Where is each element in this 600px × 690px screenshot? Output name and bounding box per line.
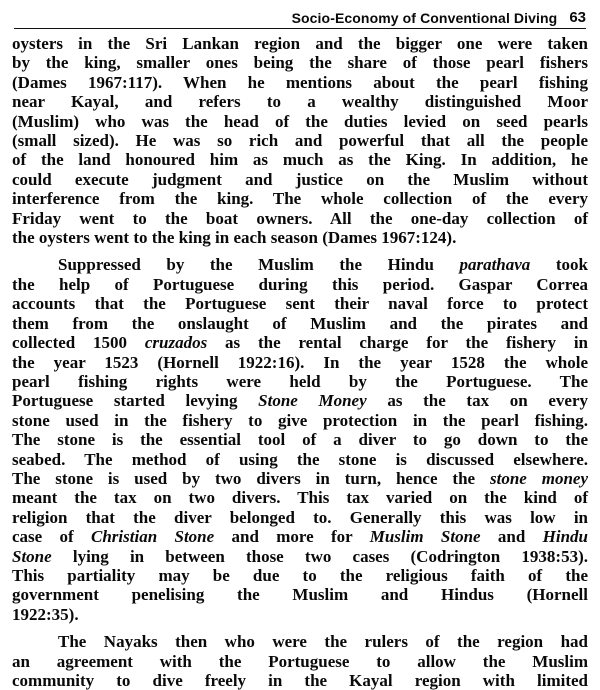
text-line: by the king, smaller ones being the share of those pearl fishers: [12, 53, 588, 73]
text-line: 1922:35).: [12, 604, 79, 624]
text-line: Friday went to the boat owners. All the one-day collection of: [12, 208, 588, 228]
text-line: (Muslim) who was the head of the duties levied on seed pearls: [12, 111, 588, 131]
text-line: seabed. The method of using the stone is discussed elsewhere.: [12, 449, 588, 469]
text-line: Stone lying in between those two cases (Codrington 1938:53).: [12, 546, 588, 566]
text-line: The stone is used by two divers in turn, hence the stone money: [12, 468, 588, 488]
text-line: stone used in the fishery to give protection in the pearl fishing.: [12, 410, 588, 430]
paragraph-2: [12, 255, 588, 624]
text-line: This partiality may be due to the religious faith of the: [12, 565, 588, 585]
text-line: Portuguese started levying Stone Money as the tax on every: [12, 391, 589, 411]
text-line: community to dive freely in the Kayal region with limited: [12, 671, 588, 690]
text-line: an agreement with the Portuguese to allow the Muslim: [12, 651, 588, 671]
text-line: of the land honoured him as much as the King. In addition, he: [12, 150, 588, 170]
page-number: 63: [569, 9, 586, 26]
text-line: collected 1500 cruzados as the rental charge for the fishery in: [12, 333, 588, 353]
text-line: (Dames 1967:117). When he mentions about the pearl fishing: [12, 72, 588, 92]
text-line: case of Christian Stone and more for Muslim Stone and Hindu: [12, 527, 588, 547]
text-line: could execute judgment and justice on the Muslim without: [12, 169, 588, 189]
text-line: religion that the diver belonged to. Generally this was low in: [12, 507, 588, 527]
text-line: interference from the king. The whole collection of the every: [12, 189, 588, 209]
text-line: meant the tax on two divers. This tax varied on the kind of: [12, 488, 588, 508]
text-line: pearl fishing rights were held by the Portuguese. The: [12, 371, 588, 391]
text-line: oysters in the Sri Lankan region and the bigger one were taken: [12, 34, 588, 53]
text-line: government penelising the Muslim and Hindus (Hornell: [12, 585, 588, 605]
paragraph-3: [12, 632, 588, 690]
text-line: the oysters went to the king in each season (Dames 1967:124).: [12, 228, 457, 248]
paragraph-1: [12, 34, 588, 247]
body-text: [12, 34, 588, 690]
text-line: The stone is the essential tool of a diver to go down to the: [12, 430, 588, 450]
text-line: the year 1523 (Hornell 1922:16). In the year 1528 the whole: [12, 352, 588, 372]
text-line: Suppressed by the Muslim the Hindu parathava took: [58, 255, 588, 275]
text-line: accounts that the Portuguese sent their naval force to protect: [12, 294, 588, 314]
text-line: The Nayaks then who were the rulers of the region had: [58, 632, 588, 652]
text-line: them from the onslaught of Muslim and the pirates and: [12, 313, 588, 333]
page-header: [14, 4, 586, 29]
text-line: the help of Portuguese during this period. Gaspar Correa: [12, 274, 588, 294]
text-line: (small sized). He was so rich and powerful that all the people: [12, 131, 588, 151]
text-line: near Kayal, and refers to a wealthy distinguished Moor: [12, 92, 588, 112]
running-head: Socio-Economy of Conventional Diving: [291, 10, 558, 26]
